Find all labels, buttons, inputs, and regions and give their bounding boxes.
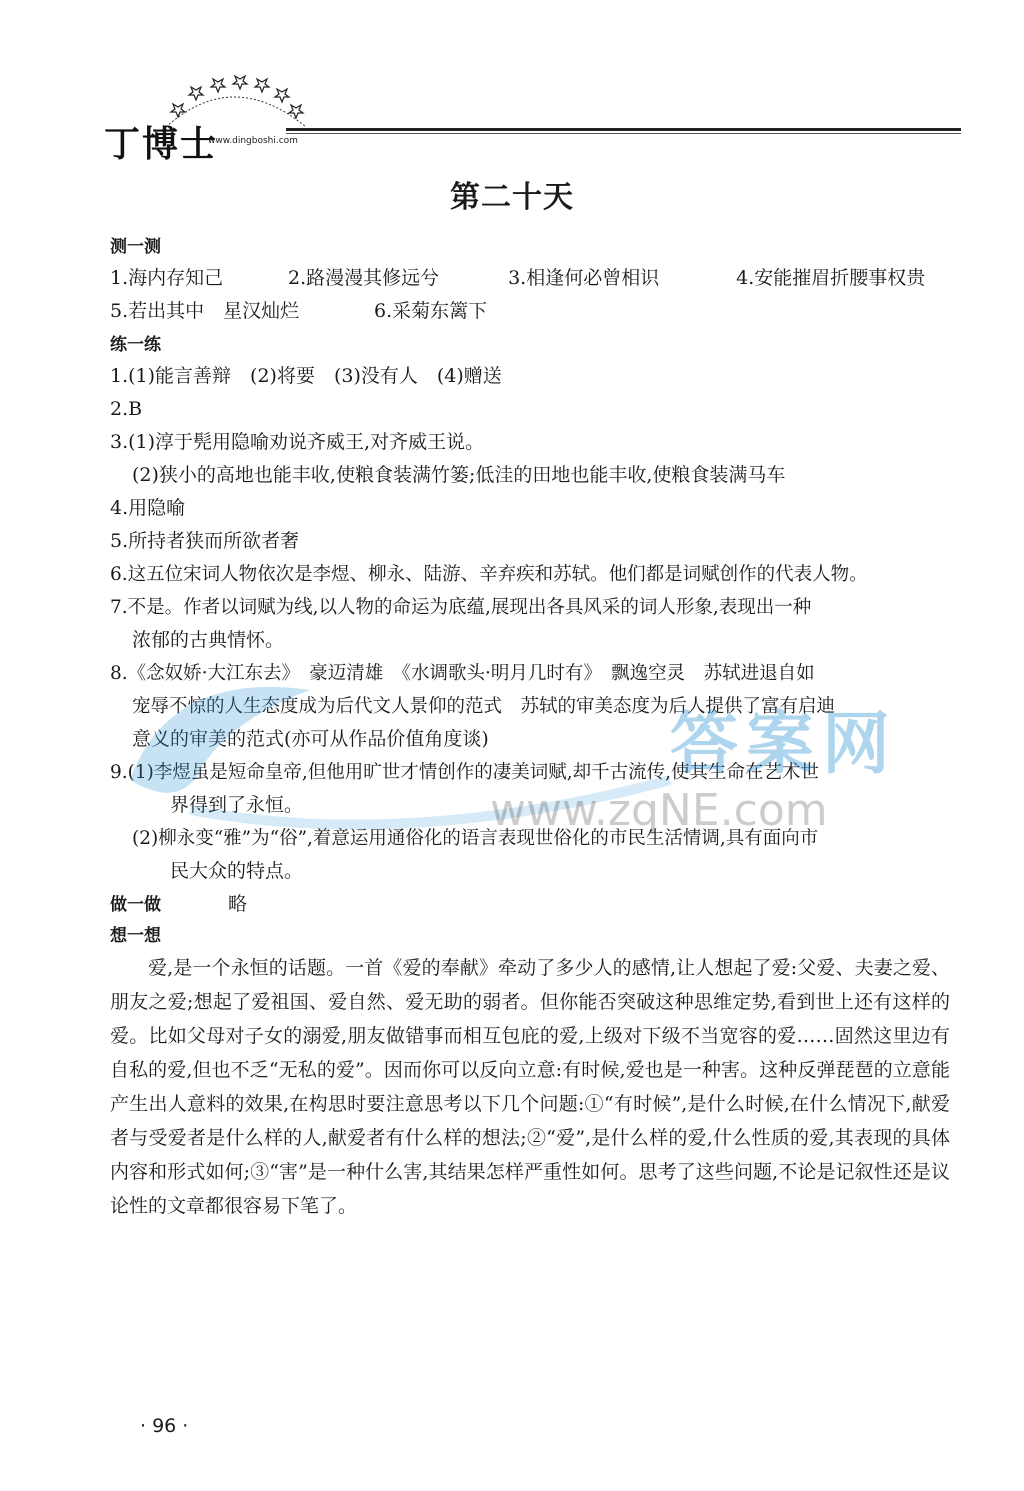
lianyilian-item: 5.所持者狭而所欲者奢: [110, 530, 300, 552]
lianyilian-item: 2.B: [110, 398, 143, 420]
ceyice-row: [110, 295, 950, 328]
lianyilian-item: 界得到了永恒。: [170, 794, 304, 816]
lianyilian-item: 6.这五位宋词人物依次是李煜、柳永、陆游、辛弃疾和苏轼。他们都是词赋创作的代表人物。: [110, 564, 868, 585]
section-heading-lianyilian: 练一练: [110, 335, 161, 355]
answer-content: [110, 232, 950, 1223]
lianyilian-item: 意义的审美的范式(亦可从作品价值角度谈): [132, 728, 489, 750]
brand-url: www.dingboshi.com: [208, 136, 298, 146]
watermark-text: 答案网: [670, 705, 899, 784]
section-heading-ceyice: 测一测: [110, 237, 161, 257]
lianyilian-item: (2)狭小的高地也能丰收,使粮食装满竹篓;低洼的田地也能丰收,使粮食装满马车: [132, 464, 786, 486]
xiangyixiang-paragraph: 爱,是一个永恒的话题。一首《爱的奉献》牵动了多少人的感情,让人想起了爱:父爱、夫妻之爱、朋友之爱;想起了爱祖国、爱自然、爱无助的弱者。但你能否突破这种思维定势,看到世上还有这样的爱。比如父母对子女的溺爱,朋友做错事而相互包庇的爱,上级对下级不当宽容的爱……固然这里边有自私的爱,但也不乏“无私的爱”。因而你可以反向立意:有时候,爱也是一种害。这种反弹琵琶的立意能产生出人意料的效果,在构思时要注意思考以下几个问题:①“有时候”,是什么时候,在什么情况下,献爱者与受爱者是什么样的人,献爱者有什么样的想法;②“爱”,是什么样的爱,什么性质的爱,其表现的具体内容和形式如何;③“害”是一种什么害,其结果怎样严重性如何。思考了这些问题,不论是记叙性还是议论性的文章都很容易下笔了。: [110, 957, 950, 1217]
page-header: [100, 70, 960, 165]
lianyilian-item: 9.(1)李煜虽是短命皇帝,但他用旷世才情创作的凄美词赋,却千古流传,使其生命在艺术世: [110, 762, 820, 783]
header-divider: [286, 128, 961, 131]
lianyilian-item: 3.(1)淳于髡用隐喻劝说齐威王,对齐威王说。: [110, 431, 485, 453]
header-divider-thin: [286, 133, 961, 134]
lianyilian-item: 浓郁的古典情怀。: [132, 629, 285, 651]
lianyilian-item: 宠辱不惊的人生态度成为后代文人景仰的范式 苏轼的审美态度为后人提供了富有启迪: [132, 696, 836, 717]
section-heading-xiangyixiang: 想一想: [110, 926, 161, 946]
ceyice-item: 5.若出其中 星汉灿烂: [110, 300, 300, 322]
section-heading-zuoyizuo: 做一做: [110, 895, 161, 915]
lianyilian-item: (2)柳永变“雅”为“俗”,着意运用通俗化的语言表现世俗化的市民生活情调,具有面向市: [132, 828, 819, 849]
zuoyizuo-row: [110, 888, 950, 921]
ceyice-item: 2.路漫漫其修远兮: [288, 267, 440, 289]
lianyilian-item: 1.(1)能言善辩 (2)将要 (3)没有人 (4)赠送: [110, 365, 502, 387]
ceyice-item: 1.海内存知己: [110, 267, 224, 289]
brand-logo: 丁博士: [104, 123, 219, 165]
watermark-url: www.zqNE.com: [490, 785, 828, 836]
ceyice-item: 6.采菊东篱下: [374, 300, 488, 322]
lianyilian-item: 4.用隐喻: [110, 497, 186, 519]
lianyilian-item: 民大众的特点。: [170, 860, 304, 882]
ceyice-item: 3.相逢何必曾相识: [508, 267, 660, 289]
lianyilian-item: 7.不是。作者以词赋为线,以人物的命运为底蕴,展现出各具风采的词人形象,表现出一种: [110, 597, 812, 618]
ceyice-row: [110, 262, 950, 295]
page-number: · 96 ·: [140, 1415, 189, 1437]
page-title: 第二十天: [450, 180, 574, 215]
ceyice-item: 4.安能摧眉折腰事权贵: [736, 267, 926, 289]
lianyilian-item: 8.《念奴娇·大江东去》 豪迈清雄 《水调歌头·明月几时有》 飘逸空灵 苏轼进退自如: [110, 663, 815, 684]
zuoyizuo-answer: 略: [228, 893, 248, 915]
